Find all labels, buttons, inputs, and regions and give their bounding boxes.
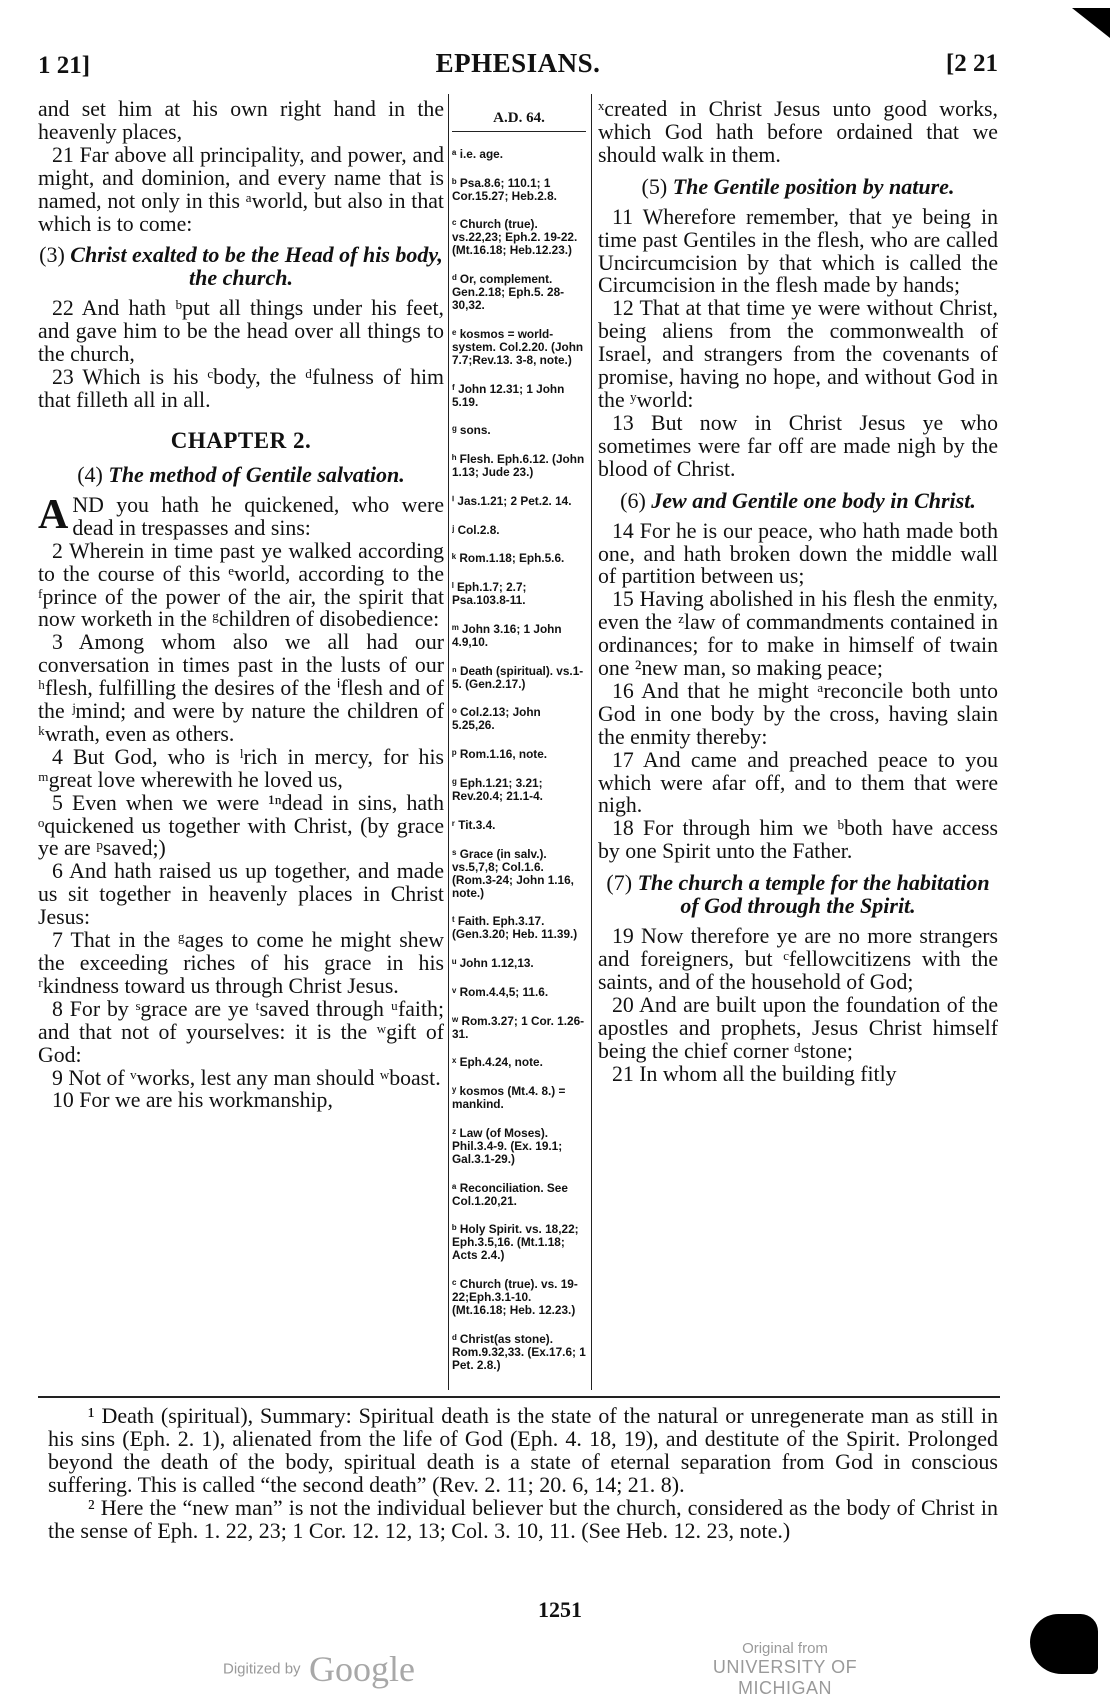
source-institution: UNIVERSITY OF MICHIGAN (712, 1657, 858, 1698)
verse-1-text: ND you hath he quickened, who were dead in trespasses and sins: (72, 492, 444, 540)
verse-6: 6 And hath raised us up together, and made us sit together in heavenly places in Christ Jesus: (38, 859, 444, 930)
section-heading-7 (598, 871, 998, 917)
cross-reference: ˣ Eph.4.24, note. (452, 1055, 543, 1070)
left-text-column (38, 98, 444, 1112)
footnote-divider (38, 1396, 1000, 1398)
cross-reference: ᵇ Holy Spirit. vs. 18,22; Eph.3.5,16. (Mt.1.18; Acts 2.4.) (452, 1222, 579, 1263)
cross-reference: ᶜ Church (true). vs.22,23; Eph.2. 19-22. (Mt.16.18; Heb.12.23.) (452, 217, 578, 258)
verse-19: 19 Now therefore ye are no more strangers and foreigners, but ᶜfellowcitizens with the saints, and of the household of God; (598, 924, 998, 994)
google-logo: Google (309, 1649, 415, 1689)
section-title: The method of Gentile salvation. (108, 461, 405, 487)
section-number: (3) (39, 242, 65, 268)
verse-5: 5 Even when we were ¹ⁿdead in sins, hath ᵒquickened us together with Christ, (by grace ye are ᵖsaved;) (38, 790, 444, 861)
cross-reference: ᵖ Rom.1.16, note. (452, 747, 548, 762)
cross-reference: ᵉ kosmos = world-system. Col.2.20. (John 7.7;Rev.13. 3-8, note.) (452, 326, 584, 367)
verse-8: 8 For by ˢgrace are ye ᵗsaved through ᵘfaith; and that not of yourselves: it is the ʷgift of God: (38, 996, 444, 1067)
cross-reference: ʳ Tit.3.4. (452, 817, 496, 832)
section-title: Christ exalted to be the Head of his body, the church. (70, 242, 443, 291)
cross-reference: ⁿ Death (spiritual). vs.1-5. (Gen.2.17.) (452, 663, 584, 691)
verse-4: 4 But God, who is ˡrich in mercy, for his ᵐgreat love wherewith he loved us, (38, 744, 444, 792)
verse-12: 12 That at that time ye were without Christ, being aliens from the commonwealth of Israel, and strangers from the covenants of promise, having no hope, and without God in the ʸworld: (598, 296, 998, 412)
page-number: 1251 (538, 1597, 582, 1622)
cross-reference: ᶜ Church (true). vs. 19-22;Eph.3.1-10. (Mt.16.18; Heb. 12.23.) (452, 1277, 578, 1318)
verse-20: 20 And are built upon the foundation of the apostles and prophets, Jesus Christ himself being the chief corner ᵈstone; (598, 992, 998, 1063)
running-header (38, 48, 998, 82)
verse-text: ˣcreated in Christ Jesus unto good works, which God hath before ordained that we should walk in them. (598, 97, 998, 167)
date-label: A.D. 64. (452, 112, 586, 132)
margin-references-column (452, 98, 586, 1372)
verse-18: 18 For through him we ᵇboth have access by one Spirit unto the Father. (598, 816, 998, 864)
cross-reference: ʰ Flesh. Eph.6.12. (John 1.13; Jude 23.) (452, 452, 585, 480)
cross-reference: ᵃ Reconciliation. See Col.1.20,21. (452, 1180, 568, 1208)
cross-reference: ⁱ Jas.1.21; 2 Pet.2. 14. (452, 493, 572, 508)
section-number: (6) (620, 487, 646, 513)
cross-reference: ᵈ Christ(as stone). Rom.9.32,33. (Ex.17.6; 1 Pet. 2.8.) (452, 1331, 586, 1372)
header-book-title: EPHESIANS. (435, 48, 601, 78)
cross-reference: ᵒ Col.2.13; John 5.25,26. (452, 705, 541, 733)
chapter-heading: CHAPTER 2. (170, 427, 312, 453)
section-title: Jew and Gentile one body in Christ. (651, 487, 976, 513)
cross-reference-list (452, 148, 586, 1372)
verse-21: 21 In whom all the building fitly (612, 1061, 897, 1086)
column-divider-right (591, 94, 592, 1390)
cross-reference: ᵇ Psa.8.6; 110.1; 1 Cor.15.27; Heb.2.8. (452, 175, 557, 203)
verse-11: 11 Wherefore remember, that ye being in time past Gentiles in the flesh, who are called Uncircumcision by that which is called the Circumcision in the flesh made by hands; (598, 204, 998, 298)
verse-1 (38, 491, 444, 540)
verse-13: 13 But now in Christ Jesus ye who sometimes were far off are made nigh by the blood of Christ. (598, 410, 998, 481)
cross-reference: ᶻ Law (of Moses). Phil.3.4-9. (Ex. 19.1; Gal.3.1-29.) (452, 1125, 563, 1166)
verse-10: 10 For we are his workmanship, (52, 1088, 333, 1113)
cross-reference: ᵍ Eph.1.21; 3.21; Rev.20.4; 21.1-4. (452, 776, 543, 804)
cross-reference: ʷ Rom.3.27; 1 Cor. 1.26-31. (452, 1013, 585, 1041)
cross-reference: ᵘ John 1.12,13. (452, 956, 534, 971)
verse-21: 21 Far above all principality, and power, and might, and dominion, and every name that is named, not only in this ᵃworld, but also in that which is to come: (38, 142, 444, 236)
footnote-2: ² Here the “new man” is not the individual believer but the church, considered as the body of Christ in the sense of Eph. 1. 22, 23; 1 Cor. 12. 12, 13; Col. 3. 10, 11. (See Heb. 12. 23, note.) (48, 1495, 998, 1543)
section-number: (4) (77, 461, 103, 487)
header-left-reference: 1 21] (38, 52, 91, 79)
cross-reference: ᶠ John 12.31; 1 John 5.19. (452, 381, 565, 409)
cross-reference: ˡ Eph.1.7; 2.7; Psa.103.8-11. (452, 580, 527, 608)
verse-22: 22 And hath ᵇput all things under his feet, and gave him to be the head over all things to the church, (38, 296, 444, 367)
drop-cap: A (38, 491, 69, 538)
footnotes (48, 1404, 998, 1542)
digitized-by-watermark (223, 1648, 415, 1690)
ink-blot (1030, 1614, 1098, 1674)
verse-23: 23 Which is his ᶜbody, the ᵈfulness of him that filleth all in all. (38, 365, 444, 413)
page-corner-mark (1072, 8, 1110, 38)
section-heading-6 (598, 489, 998, 512)
cross-reference: ᵐ John 3.16; 1 John 4.9,10. (452, 621, 562, 649)
cross-reference: ᵏ Rom.1.18; Eph.5.6. (452, 551, 565, 566)
cross-reference: ᵗ Faith. Eph.3.17. (Gen.3.20; Heb. 11.39.) (452, 914, 578, 942)
cross-reference: ᵍ sons. (452, 423, 491, 438)
section-title: The Gentile position by nature. (672, 173, 955, 199)
cross-reference: ᵈ Or, complement. Gen.2.18; Eph.5. 28-30,32. (452, 272, 565, 313)
column-divider-left (448, 94, 449, 1390)
section-heading-4 (38, 463, 444, 486)
verse-text: and set him at his own right hand in the heavenly places, (38, 97, 444, 144)
cross-reference: ʲ Col.2.8. (452, 522, 500, 537)
verse-15: 15 Having abolished in his flesh the enmity, even the ᶻlaw of commandments contained in ordinances; for to make in himself of twain one ²new man, so making peace; (598, 587, 998, 681)
cross-reference: ʸ kosmos (Mt.4. 8.) = mankind. (452, 1084, 566, 1112)
right-text-column (598, 98, 998, 1086)
section-title: The church a temple for the habitation of God through the Spirit. (637, 870, 990, 919)
cross-reference: ˢ Grace (in salv.). vs.5,7,8; Col.1.6. (Rom.3-24; John 1.16, note.) (452, 846, 574, 900)
source-watermark (670, 1640, 900, 1699)
section-number: (5) (641, 173, 668, 199)
verse-9: 9 Not of ᵛworks, lest any man should ʷboast. (52, 1065, 441, 1090)
verse-7: 7 That in the ᵍages to come he might shew the exceeding riches of his grace in his ʳkindness toward us through Christ Jesus. (38, 928, 444, 998)
verse-14: 14 For he is our peace, who hath made both one, and hath broken down the middle wall of partition between us; (598, 518, 998, 589)
footnote-1: ¹ Death (spiritual), Summary: Spiritual death is the state of the natural or unregenerate man as still in his sins (Eph. 2. 1), alienated from the life of God (Eph. 4. 18, 19), and destitute of the Spirit. Prolonged beyond the death of the body, spiritual death is a state of eternal separation from God in conscious suffering. This is called “the second death” (Rev. 2. 11; 20. 6, 14; 21. 8). (48, 1403, 998, 1497)
section-heading-3 (38, 243, 444, 289)
header-right-reference: [2 21 (945, 50, 998, 77)
digitized-by-label: Digitized by (223, 1660, 301, 1678)
verse-16: 16 And that he might ᵃreconcile both unto God in one body by the cross, having slain the enmity thereby: (598, 678, 998, 749)
verse-2: 2 Wherein in time past ye walked according to the course of this ᵉworld, according to the ᶠprince of the power of the air, the spirit that now worketh in the ᵍchildren of disobedience: (38, 538, 444, 632)
section-heading-5 (598, 175, 998, 198)
verse-3: 3 Among whom also we all had our conversation in times past in the lusts of our ʰflesh, fulfilling the desires of the ⁱflesh and of the ʲmind; and were by nature the children of ᵏwrath, even as others. (38, 630, 444, 746)
cross-reference: ᵃ i.e. age. (452, 146, 504, 161)
original-from-label: Original from (742, 1640, 828, 1657)
verse-17: 17 And came and preached peace to you which were afar off, and to them that were nigh. (598, 747, 998, 818)
section-number: (7) (606, 870, 633, 896)
cross-reference: ᵛ Rom.4.4,5; 11.6. (452, 984, 549, 999)
